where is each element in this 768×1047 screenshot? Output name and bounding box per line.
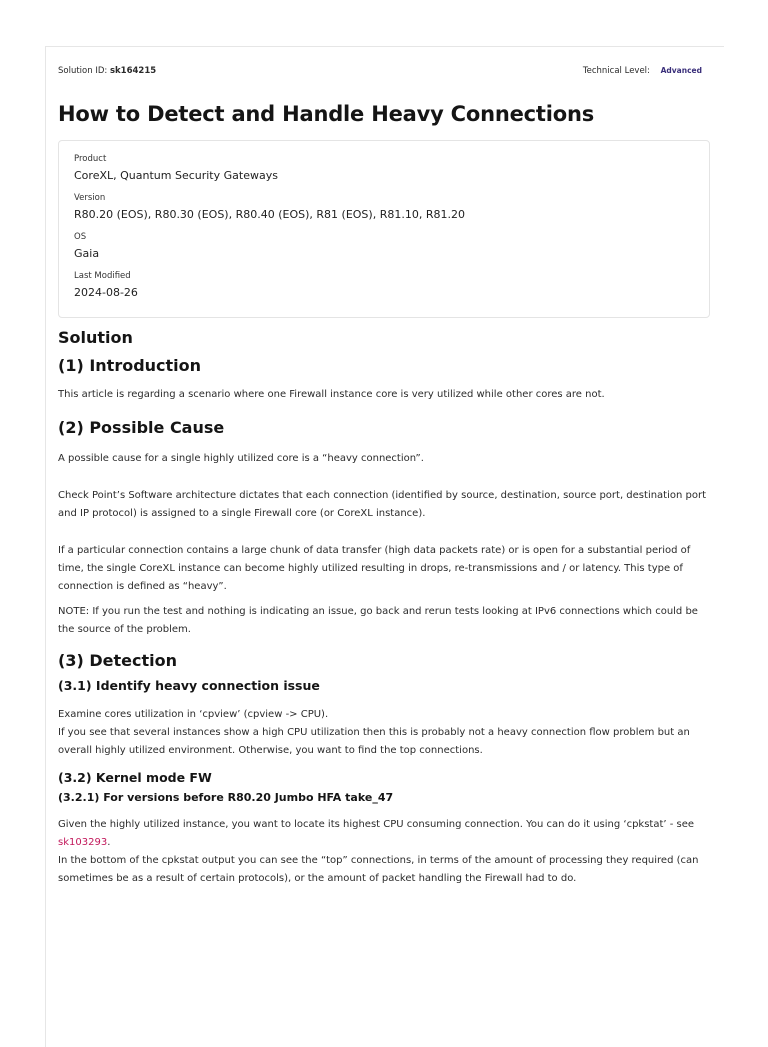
solution-id-value: sk164215 [109,66,157,76]
possible-cause-heading: (2) Possible Cause [58,418,225,437]
versions-text-start: Given the highly utilized instance, you want to locate its highest CPU consuming connection. You can do it using ‘cpkstat’ - see [58,819,695,830]
article-content [58,46,710,888]
versions-paragraph-1 [58,816,710,852]
solution-id [58,66,156,76]
introduction-heading: (1) Introduction [58,356,202,375]
cause-paragraph-2: Check Point’s Software architecture dictates that each connection (identified by source, destination, source port, destination port and IP protocol) is assigned to a single Firewall core (or CoreXL instance). [58,490,707,519]
os-value: Gaia [74,247,100,260]
versions-text-end: . [107,837,111,848]
product-value: CoreXL, Quantum Security Gateways [74,169,278,182]
identify-paragraph-1: Examine cores utilization in ‘cpview’ (cpview -> CPU). [58,709,329,720]
version-value: R80.20 (EOS), R80.30 (EOS), R80.40 (EOS), R81 (EOS), R81.10, R81.20 [74,208,465,221]
cause-paragraph-1: A possible cause for a single highly utilized core is a “heavy connection”. [58,453,424,464]
technical-level-badge: Advanced [660,66,702,75]
kernel-mode-heading: (3.2) Kernel mode FW [58,770,212,785]
page-title: How to Detect and Handle Heavy Connections [58,102,595,126]
technical-level-label: Technical Level: [582,66,650,76]
detection-heading: (3) Detection [58,651,177,670]
technical-level [583,66,702,76]
versions-heading: (3.2.1) For versions before R80.20 Jumbo HFA take_47 [58,791,394,804]
last-modified-label: Last Modified [74,271,131,281]
meta-row [58,46,710,96]
solution-id-label: Solution ID: [58,66,108,76]
last-modified-value: 2024-08-26 [74,286,138,299]
os-label: OS [74,232,87,242]
identify-heading: (3.1) Identify heavy connection issue [58,678,320,693]
product-info-box [58,140,710,318]
cause-note: NOTE: If you run the test and nothing is indicating an issue, go back and rerun tests looking at IPv6 connections which could be the source of the problem. [58,606,698,635]
identify-paragraph-2: If you see that several instances show a high CPU utilization then this is probably not a heavy connection flow problem but an overall highly utilized environment. Otherwise, you want to find the top connections. [58,727,690,756]
product-label: Product [74,154,107,164]
introduction-text: This article is regarding a scenario where one Firewall instance core is very utilized while other cores are not. [58,389,605,400]
version-label: Version [74,193,106,203]
sk103293-link[interactable]: sk103293 [58,837,108,848]
solution-heading: Solution [58,328,133,347]
versions-paragraph-2: In the bottom of the cpkstat output you can see the “top” connections, in terms of the amount of processing they required (can sometimes be as a result of certain protocols), or the amount of packet handling the Firewall had to do. [58,855,699,884]
cause-paragraph-3: If a particular connection contains a large chunk of data transfer (high data packets rate) or is open for a substantial period of time, the single CoreXL instance can become highly utilized resulting in drops, re-transmissions and / or latency. This type of connection is defined as “heavy”. [58,545,691,592]
